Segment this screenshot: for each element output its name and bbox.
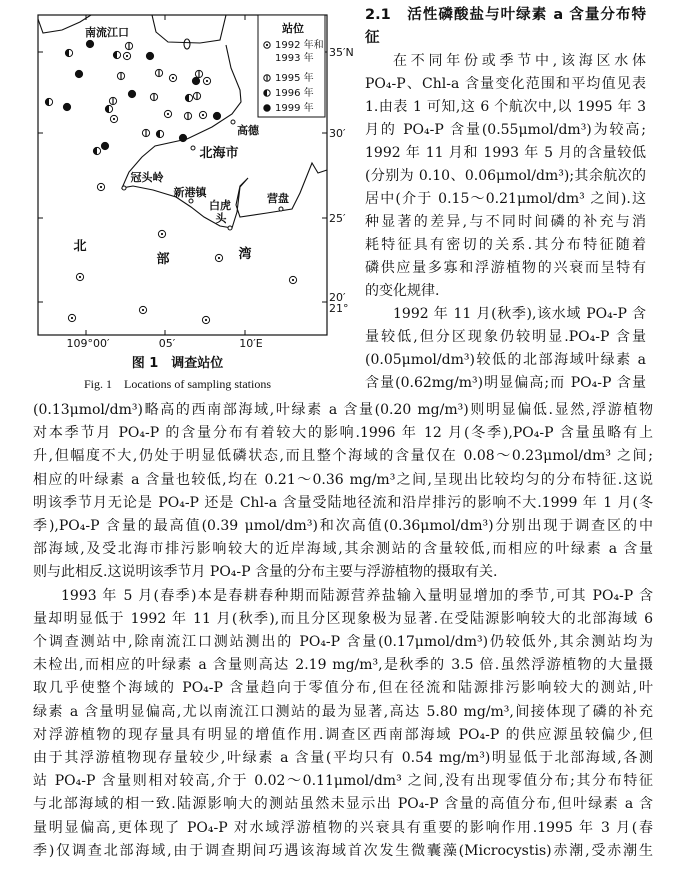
lat-label-20: 20′ — [329, 291, 346, 304]
body-text-line: (0.05μmol/dm³)较低的北部海域叶绿素 a — [365, 352, 646, 368]
body-text-line: 量较低,但分区现象仍较明显.PO₄-P 含量 — [365, 329, 646, 345]
lon-label-05: 05′ — [158, 337, 176, 350]
station-1992-1993-icon — [158, 230, 165, 237]
body-text-line: 量明显偏高,更体现了 PO₄-P 对水域浮游植物的兴衰具有重要的影响作用.1995 年 3 月(春 — [33, 819, 653, 836]
body-text-line: 对本季节月 PO₄-P 的含量分布有着较大的影响.1996 年 12 月(冬季),PO₄-P 含量虽略有上 — [33, 425, 653, 442]
legend-title: 站位 — [282, 22, 304, 35]
station-1992-1993-icon — [97, 183, 104, 190]
station-1999-icon — [128, 90, 135, 97]
station-1996-icon — [113, 51, 120, 58]
station-1992-1993-icon — [203, 77, 210, 84]
body-text-line: 季),PO₄-P 含量的最高值(0.39 μmol/dm³)和次高值(0.36μmol/dm³)分别出现于调查区的中 — [33, 518, 653, 534]
label-baihu: 白虎 — [209, 199, 231, 212]
station-1995-icon — [184, 112, 191, 119]
label-yingpan: 营盘 — [267, 192, 289, 205]
body-text-line: 由于其浮游植物现存量较少,叶绿素 a 含量(平均只有 0.54 mg/m³)明显低于北部海域,各测 — [33, 750, 653, 766]
body-text-line: 1992 年 11 月和 1993 年 5 月的含量较低 — [365, 145, 646, 161]
legend-label-1995: 1995 年 — [275, 73, 314, 84]
longitude-labels — [67, 337, 263, 350]
figure-caption-cn: 图 1 调查站位 — [131, 356, 224, 371]
station-1995-icon — [155, 69, 162, 76]
station-1999-icon — [192, 77, 199, 84]
label-bei: 北 — [73, 239, 87, 254]
legend — [258, 15, 325, 117]
town-marker-icon — [189, 199, 193, 203]
station-1995-icon — [150, 93, 157, 100]
body-text-line: 部海域,及受北海市排污影响较大的近岸海域,其余测站的含量较低,而相应的叶绿素 a 含量 — [33, 541, 653, 558]
town-marker-icon — [231, 120, 235, 124]
section-heading: 2.1 活性磷酸盐与叶绿素 a 含量分布特 — [365, 7, 646, 23]
station-1999-icon — [146, 52, 153, 59]
station-1992-1993-icon — [215, 254, 222, 261]
town-marker-icon — [279, 207, 283, 211]
body-text-line: 则与此相反.这说明该季节月 PO₄-P 含量的分布主要与浮游植物的摄取有关. — [33, 564, 498, 581]
station-1995-icon — [125, 42, 132, 49]
figure-caption-en: Fig. 1 Locations of sampling stations — [84, 377, 271, 391]
station-1996-icon — [264, 90, 270, 96]
body-text-line: 1992 年 11 月(秋季),该水域 PO₄-P 含 — [393, 306, 646, 322]
body-text-line: 耗特征具有密切的关系.其分布特征随着 — [365, 237, 646, 253]
station-1996-icon — [65, 49, 72, 56]
body-text-line: 1.由表 1 可知,这 6 个航次中,以 1995 年 3 — [365, 99, 646, 115]
station-1992-1993-icon — [110, 115, 117, 122]
town-marker-icon — [191, 146, 195, 150]
station-1995-icon — [109, 97, 116, 104]
body-text-line: (0.13μmol/dm³)略高的西南部海域,叶绿素 a 含量(0.20 mg/m³)则明显偏低.显然,浮游植物 — [33, 402, 653, 418]
station-1992-1993-icon — [123, 52, 130, 59]
body-text-line: PO₄-P、Chl-a 含量变化范围和平均值见表 — [365, 76, 646, 92]
body-text-line: 种显著的差异,与不同时间磷的补充与消 — [365, 214, 646, 230]
station-1992-1993-icon — [169, 74, 176, 81]
station-1999-icon — [75, 70, 82, 77]
label-nanliujiangkou: 南流江口 — [85, 26, 129, 39]
body-text-line: 在不同年份或季节中,该海区水体 — [393, 53, 646, 69]
body-text-line: 居中(介于 0.15～0.21μmol/dm³ 之间).这 — [365, 191, 646, 207]
station-1999-icon — [101, 142, 108, 149]
label-wan: 湾 — [238, 247, 252, 262]
town-marker-icon — [122, 186, 126, 190]
body-text-line: 与北部海域的相一致.陆源影响大的测站虽然未显示出 PO₄-P 含量的高值分布,但叶绿素 a 含 — [33, 796, 653, 813]
lat-label-30: 30′ — [329, 127, 346, 140]
station-1999-icon — [63, 103, 70, 110]
lon-label-10: 10′E — [239, 337, 263, 350]
station-1995-icon — [195, 70, 202, 77]
label-guantouling: 冠头岭 — [130, 171, 164, 184]
station-1996-icon — [93, 147, 100, 154]
legend-label-1996: 1996 年 — [275, 88, 314, 99]
station-1996-icon — [185, 94, 192, 101]
body-text-line: 升,但幅度不大,仍处于明显低磷状态,而且整个海域的含量仅在 0.08～0.23μmol/dm³ 之间; — [33, 448, 653, 465]
station-1996-icon — [156, 130, 163, 137]
body-text-line: 相应的叶绿素 a 含量也较低,均在 0.21～0.36 mg/m³之间,呈现出比较均匀的分布特征.这说 — [33, 471, 653, 488]
body-text-line: 含量(0.62mg/m³)明显偏高;而 PO₄-P 含量 — [365, 375, 646, 391]
lon-label-109: 109°00′ — [66, 337, 110, 350]
station-1992-1993-icon — [68, 314, 75, 321]
station-1992-1993-icon — [199, 111, 206, 118]
station-1995-icon — [193, 92, 200, 99]
body-text-line: 1993 年 5 月(春季)本是春耕春种期而陆源营养盐输入量明显增加的季节,可其 PO₄-P 含 — [61, 587, 653, 604]
body-text-line: 取几乎使整个海域的 PO₄-P 含量趋向于零值分布,但在径流和陆源排污影响较大的测站,叶 — [33, 680, 653, 697]
body-text-line: 个调查测站中,除南流江口测站测出的 PO₄-P 含量(0.17μmol/dm³)仍较低外,其余测站均为 — [33, 634, 653, 650]
station-1995-icon — [117, 72, 124, 79]
legend-label-1992-1993: 1992 年和 — [275, 40, 324, 51]
body-text-line: 的变化规律. — [365, 283, 440, 299]
station-1992-1993-icon — [202, 316, 209, 323]
station-1999-icon — [264, 105, 270, 111]
station-1999-icon — [86, 40, 93, 47]
body-text-line: 站 PO₄-P 含量则相对较高,介于 0.02～0.11μmol/dm³ 之间,没有出现零值分布;其分布特征 — [33, 773, 653, 790]
station-1992-1993-icon — [264, 42, 270, 48]
label-bu: 部 — [156, 252, 170, 267]
station-1992-1993-icon — [139, 306, 146, 313]
body-text-line: 季)仅调查北部海域,由于调查期间巧遇该海域首次发生微囊藻(Microcystis)赤潮,受赤潮生 — [33, 842, 653, 859]
label-gaode: 高德 — [237, 124, 259, 137]
label-tou: 头 — [215, 212, 227, 225]
station-1996-icon — [45, 98, 52, 105]
town-marker-icon — [228, 226, 232, 230]
lat-label-21deg: 21° — [329, 302, 349, 315]
station-1995-icon — [264, 75, 270, 81]
lat-label-25: 25′ — [329, 212, 346, 225]
lat-label-35: 35′N — [329, 46, 354, 59]
legend-label-1993: 1993 年 — [275, 53, 314, 64]
station-1992-1993-icon — [289, 276, 296, 283]
latitude-labels — [329, 46, 354, 315]
station-1999-icon — [179, 134, 186, 141]
station-1992-1993-icon — [164, 110, 171, 117]
body-text-line: 绿素 a 含量明显偏高,尤以南流江口测站的最为显著,高达 5.80 mg/m³,间接体现了磷的补充 — [33, 703, 653, 720]
body-text-line: (分别为 0.10、0.06μmol/dm³);其余航次的 — [365, 168, 646, 184]
body-text-line: 磷供应量多寡和浮游植物的兴衰而呈特有 — [365, 260, 646, 276]
section-heading-cont: 征 — [365, 30, 380, 46]
label-xingangzhen: 新港镇 — [173, 186, 207, 199]
sampling-station-map — [0, 0, 355, 350]
legend-label-1999: 1999 年 — [275, 103, 314, 114]
body-text-line: 对浮游植物的现存量具有明显的增值作用.调查区西南部海域 PO₄-P 的供应源虽较偏少,但 — [33, 726, 653, 743]
body-text-line: 月的 PO₄-P 含量(0.55μmol/dm³)为较高; — [365, 122, 646, 138]
body-text-line: 量却明显低于 1992 年 11 月(秋季),而且分区现象极为显著.在受陆源影响较大的北部海域 6 — [33, 610, 653, 627]
body-text-line: 明该季节月无论是 PO₄-P 还是 Chl-a 含量受陆地径流和沿岸排污的影响不大.1999 年 1 月(冬 — [33, 494, 653, 511]
station-1996-icon — [105, 105, 112, 112]
station-1999-icon — [213, 112, 220, 119]
station-1992-1993-icon — [76, 273, 83, 280]
body-text-line: 未检出,而相应的叶绿素 a 含量则高达 2.19 mg/m³,是秋季的 3.5 倍.虽然浮游植物的大量摄 — [33, 657, 653, 674]
station-1995-icon — [142, 129, 149, 136]
label-beihai: 北海市 — [199, 146, 239, 161]
